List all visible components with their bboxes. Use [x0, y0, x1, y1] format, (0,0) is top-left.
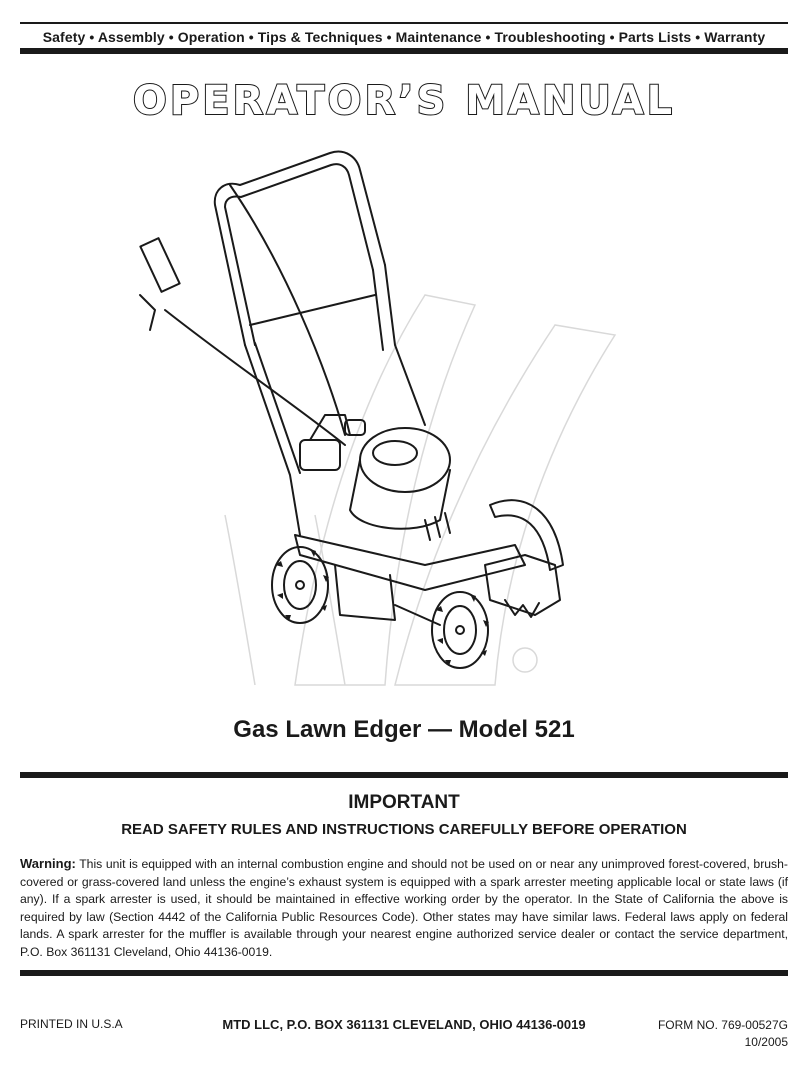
warning-text: This unit is equipped with an internal combustion engine and should not be used on or near any unimproved forest-covered, brush-covered or grass-covered land unless the engine’s exhaust system is equipped with a spark arrester meeting applicable local or state laws (if any). If a spark arrester is used, it should be maintained in effective working order by the operator. In the State of California the above is required by law (Section 4442 of the California Public Resources Code). Other states may have similar laws. Federal laws apply on federal lands. A spark arrester for the muffler is available through your nearest engine authorized service dealer or contact the service department, P.O. Box 361131 Cleveland, Ohio 44136-0019.	[20, 857, 788, 959]
product-title: Gas Lawn Edger — Model 521	[233, 716, 575, 743]
mid-rule	[20, 772, 788, 778]
form-number: FORM NO. 769-00527G	[657, 1018, 788, 1032]
top-rule-lower	[20, 48, 788, 54]
top-rule-upper	[20, 22, 788, 24]
safety-subheading: READ SAFETY RULES AND INSTRUCTIONS CAREFULLY BEFORE OPERATION	[121, 821, 687, 838]
edger-illustration	[95, 145, 695, 705]
company-address: MTD LLC, P.O. BOX 361131 CLEVELAND, OHIO 44136-0019	[222, 1017, 586, 1032]
bottom-rule	[20, 970, 788, 976]
page-title: OPERATOR’S MANUAL	[132, 78, 676, 124]
form-date: 10/2005	[744, 1035, 788, 1049]
printed-in: PRINTED IN U.S.A	[20, 1017, 123, 1031]
section-nav: Safety • Assembly • Operation • Tips & Techniques • Maintenance • Troubleshooting • Parts Lists • Warranty	[42, 29, 766, 45]
important-heading: IMPORTANT	[348, 792, 460, 813]
warning-paragraph	[20, 855, 788, 961]
warning-label: Warning:	[20, 856, 76, 871]
form-number-block	[658, 1017, 788, 1051]
